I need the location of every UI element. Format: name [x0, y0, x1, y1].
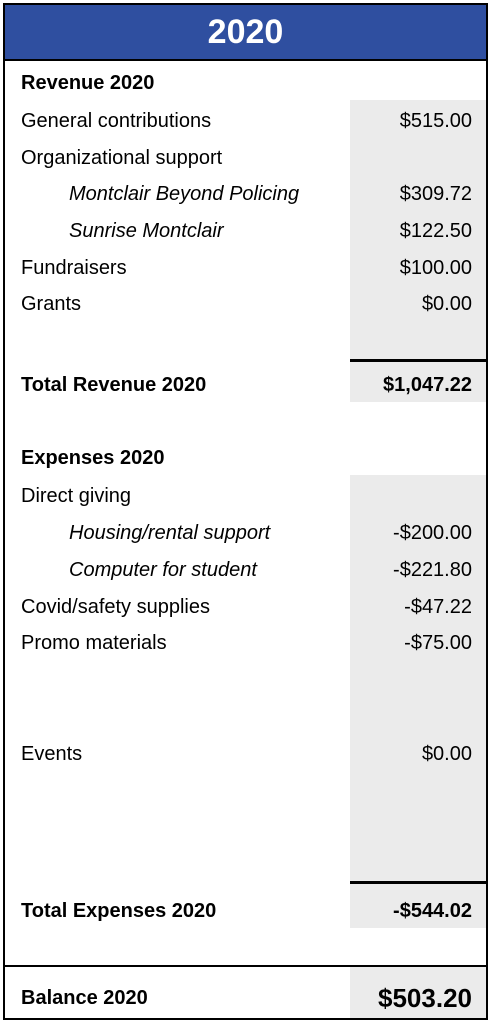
budget-sheet — [3, 3, 488, 1020]
events-value: $0.00 — [421, 743, 472, 765]
covid-safety-supplies-row — [5, 592, 486, 622]
computer-for-student-row — [5, 555, 486, 585]
total-revenue-row — [5, 370, 486, 400]
general-contributions-label: General contributions — [21, 110, 212, 132]
housing-rental-support-label: Housing/rental support — [69, 522, 271, 544]
computer-for-student-value: -$221.80 — [393, 559, 472, 581]
sunrise-montclair-label: Sunrise Montclair — [69, 220, 224, 242]
total-expenses-row — [5, 896, 486, 926]
organizational-support-label: Organizational support — [21, 147, 223, 169]
computer-for-student-label: Computer for student — [69, 559, 257, 581]
sunrise-montclair-row — [5, 216, 486, 246]
grants-label: Grants — [21, 293, 82, 315]
balance-label: Balance 2020 — [21, 987, 148, 1009]
housing-rental-support-value: -$200.00 — [393, 522, 472, 544]
grants-row — [5, 289, 486, 319]
montclair-beyond-policing-value: $309.72 — [399, 183, 472, 205]
general-contributions-value: $515.00 — [399, 110, 472, 132]
covid-safety-supplies-value: -$47.22 — [404, 596, 472, 618]
expenses-heading-row — [5, 443, 486, 473]
fundraisers-value: $100.00 — [399, 257, 472, 279]
promo-materials-row — [5, 628, 486, 658]
total-revenue-value: $1,047.22 — [383, 374, 472, 396]
housing-rental-support-row — [5, 518, 486, 548]
covid-safety-supplies-label: Covid/safety supplies — [21, 596, 210, 618]
fundraisers-row — [5, 253, 486, 283]
revenue-heading: Revenue 2020 — [21, 72, 155, 94]
expenses-heading: Expenses 2020 — [21, 447, 165, 469]
organizational-support-row — [5, 143, 486, 173]
montclair-beyond-policing-label: Montclair Beyond Policing — [69, 183, 300, 205]
total-expenses-value: -$544.02 — [393, 900, 472, 922]
events-label: Events — [21, 743, 83, 765]
promo-materials-value: -$75.00 — [404, 632, 472, 654]
revenue-heading-row — [5, 68, 486, 98]
general-contributions-row — [5, 106, 486, 136]
montclair-beyond-policing-row — [5, 179, 486, 209]
promo-materials-label: Promo materials — [21, 632, 167, 654]
direct-giving-row — [5, 481, 486, 511]
direct-giving-label: Direct giving — [21, 485, 132, 507]
total-revenue-label: Total Revenue 2020 — [21, 374, 207, 396]
page-title: 2020 — [5, 5, 486, 61]
balance-row — [5, 983, 486, 1013]
events-row — [5, 739, 486, 769]
fundraisers-label: Fundraisers — [21, 257, 127, 279]
sunrise-montclair-value: $122.50 — [399, 220, 472, 242]
balance-value: $503.20 — [378, 983, 472, 1013]
grants-value: $0.00 — [421, 293, 472, 315]
total-expenses-label: Total Expenses 2020 — [21, 900, 217, 922]
